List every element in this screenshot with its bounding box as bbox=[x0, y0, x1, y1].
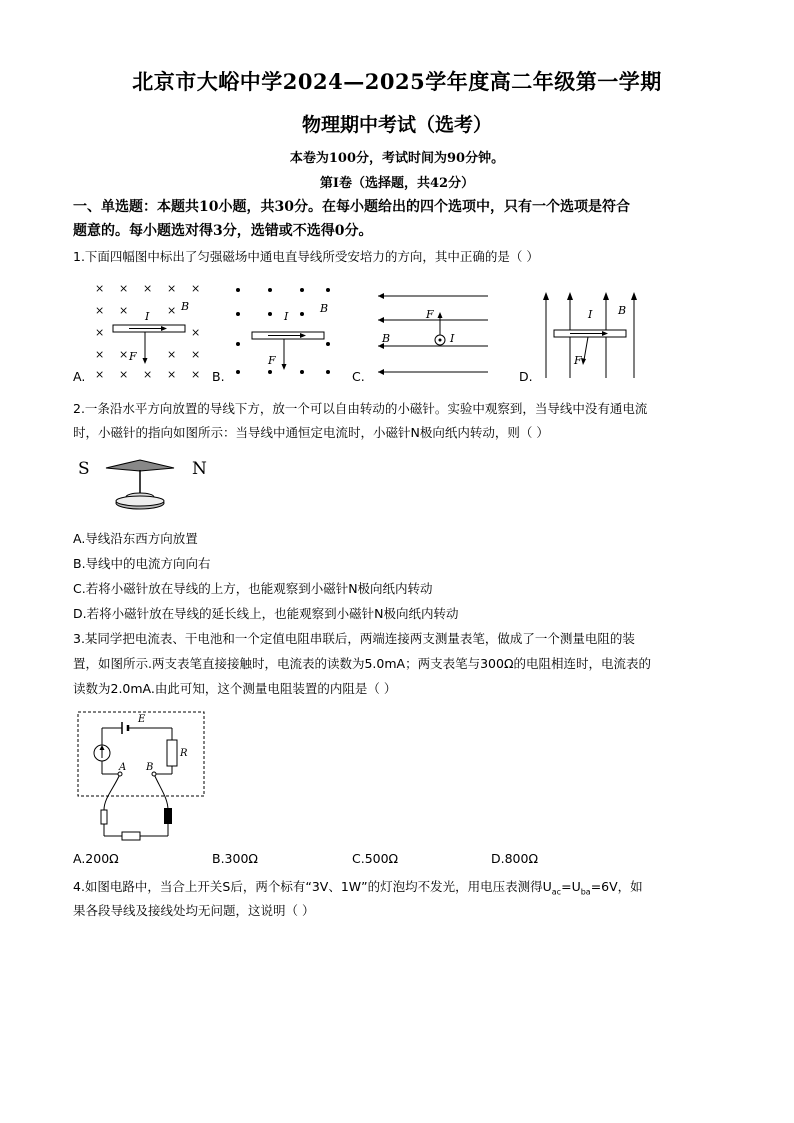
q1-option-c: C. bbox=[352, 369, 365, 384]
part-label: 第I卷（选择题，共42分） bbox=[319, 176, 475, 191]
svg-text:×: × bbox=[95, 368, 105, 381]
q2-compass-figure bbox=[74, 450, 214, 516]
q4-mid: =U bbox=[561, 879, 581, 894]
label-i: I bbox=[588, 308, 593, 321]
section-heading-line1: 一、单选题：本题共10小题，共30分。在每小题给出的四个选项中，只有一个选项是符合 bbox=[73, 199, 630, 215]
q3-option-b: B.300Ω bbox=[212, 851, 258, 866]
q1-figure-a bbox=[95, 282, 205, 382]
q2-stem-line2: 时，小磁针的指向如图所示：当导线中通恒定电流时，小磁针N极向纸内转动，则（ ） bbox=[73, 425, 549, 440]
q1-figure-b bbox=[232, 284, 342, 382]
svg-text:×: × bbox=[191, 282, 201, 295]
svg-text:×: × bbox=[119, 368, 129, 381]
svg-text:×: × bbox=[119, 304, 129, 317]
label-b: B bbox=[146, 762, 154, 773]
label-b: B bbox=[618, 304, 627, 317]
q4-sub-ba: ba bbox=[580, 887, 591, 897]
section-heading-line2: 题意的。每小题选对得3分，选错或不选得0分。 bbox=[73, 223, 373, 239]
q1-option-b: B. bbox=[212, 369, 225, 384]
compass-n-label: N bbox=[192, 459, 207, 479]
svg-text:×: × bbox=[143, 282, 153, 295]
label-a: A bbox=[119, 762, 127, 773]
score-note: 本卷为100分，考试时间为90分钟。 bbox=[289, 151, 505, 166]
svg-text:×: × bbox=[191, 348, 201, 361]
label-f: F bbox=[268, 354, 276, 367]
label-f: F bbox=[129, 350, 137, 363]
q4-stem-text: 4.如图电路中，当合上开关S后，两个标有“3V、1W”的灯泡均不发光，用电压表测得U bbox=[73, 879, 552, 894]
q1-figure-c bbox=[372, 290, 492, 378]
q3-option-a: A.200Ω bbox=[73, 851, 119, 866]
svg-text:×: × bbox=[191, 326, 201, 339]
q4-stem-line2: 果各段导线及接线处均无问题，这说明（ ） bbox=[73, 903, 315, 918]
svg-text:×: × bbox=[95, 304, 105, 317]
label-r: R bbox=[180, 748, 188, 759]
q4-stem-end: =6V，如 bbox=[590, 879, 643, 894]
svg-text:×: × bbox=[95, 348, 105, 361]
q3-option-d: D.800Ω bbox=[491, 851, 539, 866]
svg-text:×: × bbox=[119, 348, 129, 361]
q1-figure-d bbox=[540, 288, 640, 382]
q3-stem-line3: 读数为2.0mA.由此可知，这个测量电阻装置的内阻是（ ） bbox=[73, 681, 397, 696]
svg-text:×: × bbox=[167, 368, 177, 381]
svg-text:×: × bbox=[167, 282, 177, 295]
q1-option-a: A. bbox=[73, 369, 86, 384]
q3-circuit-figure bbox=[74, 708, 214, 844]
q3-option-c: C.500Ω bbox=[352, 851, 399, 866]
label-i: I bbox=[284, 310, 289, 323]
label-f: F bbox=[574, 354, 582, 367]
label-i: I bbox=[145, 310, 150, 323]
svg-text:×: × bbox=[95, 282, 105, 295]
q4-sub-ac: ac bbox=[551, 887, 562, 897]
svg-text:×: × bbox=[191, 368, 201, 381]
exam-title: 物理期中考试（选考） bbox=[301, 114, 492, 136]
label-f: F bbox=[426, 308, 434, 321]
label-b: B bbox=[382, 332, 391, 345]
school-title: 北京市大峪中学2024—2025学年度高二年级第一学期 bbox=[132, 69, 662, 94]
svg-text:×: × bbox=[119, 282, 129, 295]
label-i: I bbox=[450, 332, 455, 345]
svg-text:×: × bbox=[167, 348, 177, 361]
q1-option-d: D. bbox=[519, 369, 533, 384]
q3-stem-line1: 3.某同学把电流表、干电池和一个定值电阻串联后，两端连接两支测量表笔，做成了一个测量电阻的装 bbox=[73, 631, 635, 646]
q1-stem: 1.下面四幅图中标出了匀强磁场中通电直导线所受安培力的方向，其中正确的是（ ） bbox=[73, 249, 539, 264]
label-e: E bbox=[138, 714, 146, 725]
label-b: B bbox=[181, 300, 190, 313]
q3-stem-line2: 置，如图所示.两支表笔直接接触时，电流表的读数为5.0mA；两支表笔与300Ω的电阻相连时，电流表的 bbox=[73, 656, 651, 671]
q2-stem-line1: 2.一条沿水平方向放置的导线下方，放一个可以自由转动的小磁针。实验中观察到，当导线中没有通电流 bbox=[73, 401, 648, 416]
q2-option-b: B.导线中的电流方向向右 bbox=[73, 556, 211, 571]
q2-option-a: A.导线沿东西方向放置 bbox=[73, 531, 198, 546]
q2-option-d: D.若将小磁针放在导线的延长线上，也能观察到小磁针N极向纸内转动 bbox=[73, 606, 459, 621]
svg-text:×: × bbox=[95, 326, 105, 339]
svg-text:×: × bbox=[167, 304, 177, 317]
q2-option-c: C.若将小磁针放在导线的上方，也能观察到小磁针N极向纸内转动 bbox=[73, 581, 433, 596]
svg-text:×: × bbox=[143, 368, 153, 381]
compass-s-label: S bbox=[78, 459, 90, 479]
label-b: B bbox=[320, 302, 329, 315]
